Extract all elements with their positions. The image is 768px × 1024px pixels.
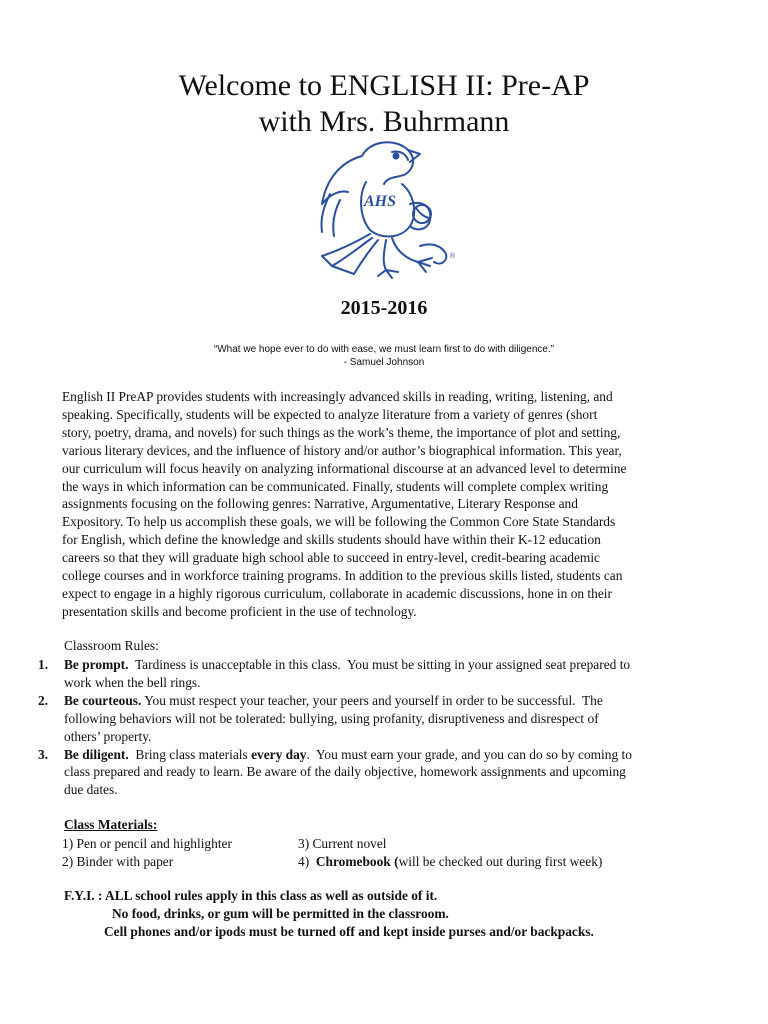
description-line: careers so that they will graduate high school able to succeed in entry-level, credit-bearing academic: [62, 550, 600, 566]
rule-text: following behaviors will not be tolerated: bullying, using profanity, disruptiveness and disrespect of: [64, 710, 599, 726]
description-line: college courses and in workforce training programs. In addition to the previous skills listed, students can: [62, 568, 623, 584]
description-line: presentation skills and become proficient in the use of technology.: [62, 603, 417, 619]
material-item: 2) Binder with paper: [62, 854, 174, 869]
rule-item: [38, 746, 718, 800]
description-line: the ways in which information can be communicated. Finally, students will complete complex writing: [62, 478, 609, 494]
rule-title: Be prompt.: [64, 657, 129, 672]
rule-item: [38, 656, 718, 692]
rule-emphasis: every day: [251, 746, 307, 762]
school-year: 2015-2016: [340, 297, 428, 319]
classroom-rules-heading: Classroom Rules:: [64, 638, 159, 653]
description-line: story, poetry, drama, and novels) for such things as the work’s theme, the importance of plot and setting,: [62, 424, 621, 440]
fyi-line: No food, drinks, or gum will be permitted in the classroom.: [112, 905, 449, 921]
rule-title: Be diligent.: [64, 746, 129, 762]
rule-text: You must respect your teacher, your peers and yourself in order to be successful. The: [141, 692, 603, 708]
description-line: various literary devices, and the influence of history and/or author’s biographical information. This year,: [62, 442, 622, 458]
course-description: [62, 388, 710, 621]
rule-number: 3.: [38, 746, 49, 762]
fyi-line: Cell phones and/or ipods must be turned off and kept inside purses and/or backpacks.: [104, 923, 594, 939]
class-materials-list: [62, 835, 702, 871]
material-item: 1) Pen or pencil and highlighter: [62, 836, 232, 851]
rule-number: 2.: [38, 692, 49, 708]
quote-author: - Samuel Johnson: [343, 357, 425, 368]
rule-text: . You must earn your grade, and you can do so by coming to: [306, 746, 632, 762]
rule-text: Tardiness is unacceptable in this class. You must be sitting in your assigned seat prepared to: [128, 657, 631, 672]
rule-item: [38, 692, 718, 746]
rule-text: class prepared and ready to learn. Be aware of the daily objective, homework assignments and upcoming: [64, 764, 626, 780]
rule-text: work when the bell rings.: [64, 674, 201, 690]
description-line: English II PreAP provides students with increasingly advanced skills in reading, writing, listening, and: [62, 389, 613, 404]
fyi-line: F.Y.I. : ALL school rules apply in this class as well as outside of it.: [64, 888, 438, 903]
description-line: speaking. Specifically, students will be expected to analyze literature from a variety of genres (short: [62, 406, 598, 422]
class-materials-heading: Class Materials:: [64, 817, 158, 832]
material-item: 3) Current novel: [298, 836, 387, 851]
fyi-notice: [64, 887, 594, 941]
materials-row: [62, 853, 702, 871]
description-line: for English, which define the knowledge and skills students should have within their K-12 education: [62, 532, 601, 548]
rule-title: Be courteous.: [64, 692, 142, 708]
material-item: 4) Chromebook (will be checked out during first week): [298, 854, 603, 869]
description-line: assignments focusing on the following genres: Narrative, Argumentative, Literary Response and: [62, 496, 578, 512]
page-subtitle: with Mrs. Buhrmann: [258, 105, 510, 138]
rule-number: 1.: [38, 657, 49, 672]
rule-text: others’ property.: [64, 728, 152, 744]
description-line: Expository. To help us accomplish these goals, we will be following the Common Core State Standards: [62, 514, 616, 530]
eagle-mascot-logo: [300, 134, 460, 284]
page-title: Welcome to ENGLISH II: Pre-AP: [178, 69, 590, 102]
description-line: our curriculum will focus heavily on analyzing informational discourse at an advanced level to determine: [62, 460, 627, 476]
svg-text:®: ®: [450, 253, 456, 260]
quote-text: “What we hope ever to do with ease, we must learn first to do with diligence.”: [213, 344, 555, 355]
materials-row: [62, 835, 702, 853]
rule-text: Bring class materials: [128, 746, 252, 762]
rule-text: due dates.: [64, 782, 118, 798]
classroom-rules-list: [38, 656, 718, 799]
logo-ahs-text: AHS: [363, 193, 397, 210]
description-line: expect to engage in a highly rigorous curriculum, collaborate in academic discussions, hone in on their: [62, 585, 612, 601]
